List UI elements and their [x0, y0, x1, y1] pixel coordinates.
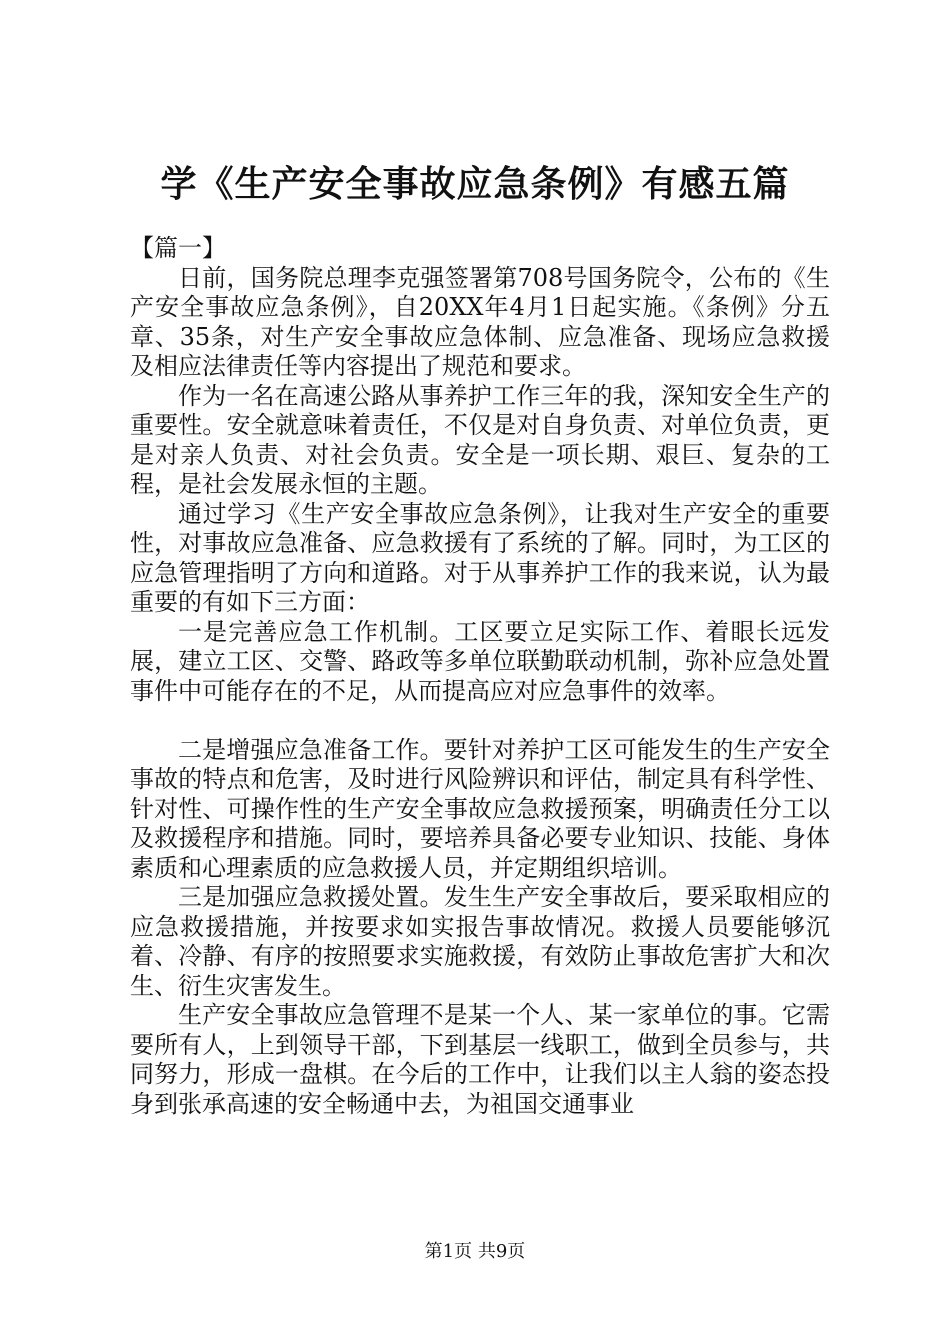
paragraph-7: 生产安全事故应急管理不是某一个人、某一家单位的事。它需要所有人，上到领导干部，下到基层一线职工，做到全员参与，共同努力，形成一盘棋。在今后的工作中，让我们以主人翁的姿态投身到张承高速的安全畅通中去，为祖国交通事业	[130, 1001, 830, 1118]
paragraph-3: 通过学习《生产安全事故应急条例》，让我对生产安全的重要性，对事故应急准备、应急救援有了系统的了解。同时，为工区的应急管理指明了方向和道路。对于从事养护工作的我来说，认为最重要的有如下三方面：	[130, 499, 830, 616]
page-footer: 第1页 共9页	[424, 1241, 526, 1262]
paragraph-1: 日前，国务院总理李克强签署第708号国务院令，公布的《生产安全事故应急条例》，自20XX年4月1日起实施。《条例》分五章、35条，对生产安全事故应急体制、应急准备、现场应急救援及相应法律责任等内容提出了规范和要求。	[130, 263, 830, 380]
paragraph-5: 二是增强应急准备工作。要针对养护工区可能发生的生产安全事故的特点和危害，及时进行风险辨识和评估，制定具有科学性、针对性、可操作性的生产安全事故应急救援预案，明确责任分工以及救援程序和措施。同时，要培养具备必要专业知识、技能、身体素质和心理素质的应急救援人员，并定期组织培训。	[130, 735, 830, 882]
document-body	[130, 234, 830, 1119]
section-label: 【篇一】	[130, 234, 226, 262]
paragraph-2: 作为一名在高速公路从事养护工作三年的我，深知安全生产的重要性。安全就意味着责任，不仅是对自身负责、对单位负责，更是对亲人负责、对社会负责。安全是一项长期、艰巨、复杂的工程，是社会发展永恒的主题。	[130, 381, 830, 498]
paragraph-6: 三是加强应急救援处置。发生生产安全事故后，要采取相应的应急救援措施，并按要求如实报告事故情况。救援人员要能够沉着、冷静、有序的按照要求实施救援，有效防止事故危害扩大和次生、衍生灾害发生。	[130, 883, 830, 1000]
paragraph-4: 一是完善应急工作机制。工区要立足实际工作、着眼长远发展，建立工区、交警、路政等多单位联勤联动机制，弥补应急处置事件中可能存在的不足，从而提高应对应急事件的效率。	[130, 617, 830, 705]
document-title: 学《生产安全事故应急条例》有感五篇	[160, 163, 790, 205]
